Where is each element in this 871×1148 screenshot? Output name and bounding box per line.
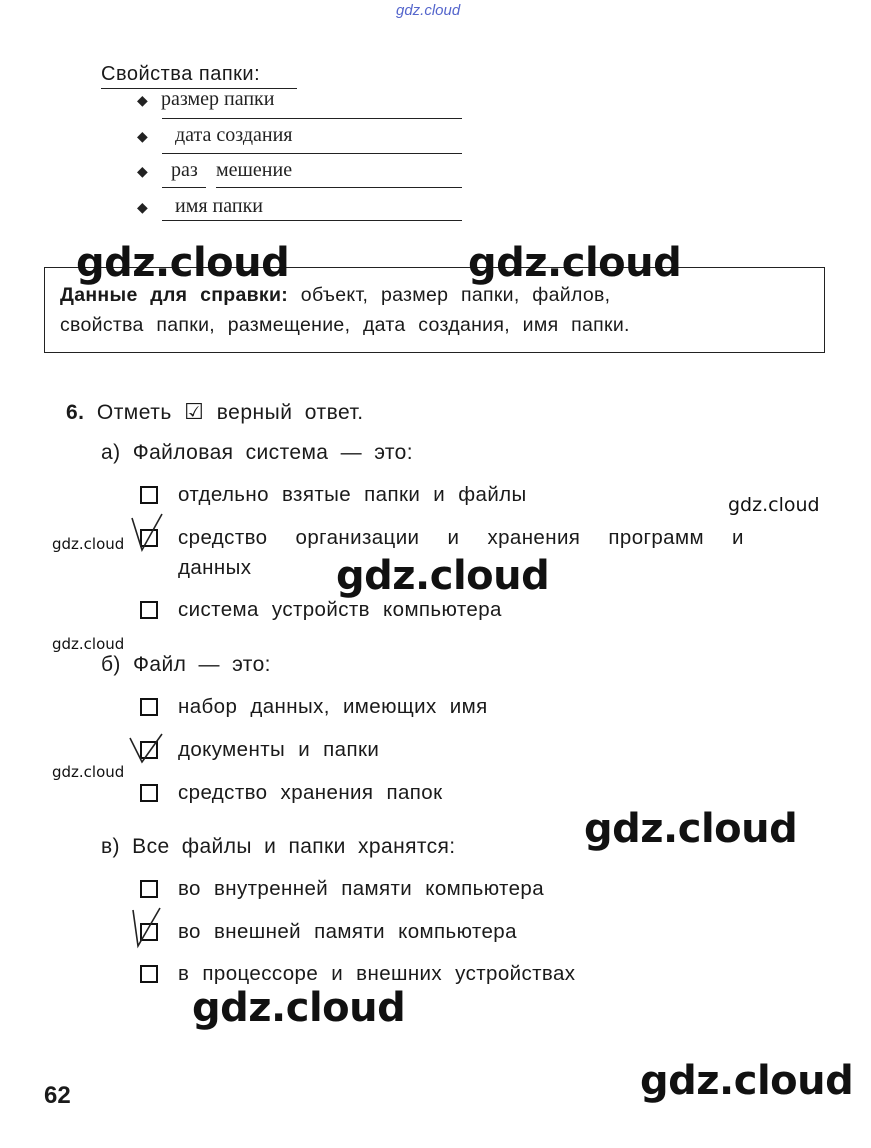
option-text: средство организации и хранения программ и bbox=[178, 526, 744, 549]
option-text: в процессоре и внешних устройствах bbox=[178, 962, 576, 985]
reference-label: Данные для справки: bbox=[60, 284, 289, 306]
watermark: gdz.cloud bbox=[52, 535, 125, 553]
watermark: gdz.cloud bbox=[336, 553, 550, 599]
task-number: 6. bbox=[66, 401, 85, 424]
property-text: дата создания bbox=[175, 124, 293, 146]
diamond-bullet-icon: ◆ bbox=[137, 200, 148, 216]
answer-line bbox=[162, 187, 206, 188]
watermark: gdz.cloud bbox=[192, 985, 406, 1031]
watermark: gdz.cloud bbox=[52, 763, 125, 781]
property-item bbox=[137, 88, 274, 111]
diamond-bullet-icon: ◆ bbox=[137, 129, 148, 145]
property-text: размер папки bbox=[161, 88, 275, 110]
answer-line bbox=[216, 187, 462, 188]
checkmark-box-icon: ☑ bbox=[184, 400, 205, 425]
answer-checkbox[interactable] bbox=[140, 486, 158, 504]
watermark: gdz.cloud bbox=[584, 806, 798, 852]
diamond-bullet-icon: ◆ bbox=[137, 93, 148, 109]
answer-checkbox[interactable] bbox=[140, 880, 158, 898]
page-number: 62 bbox=[44, 1082, 71, 1109]
option-text: отдельно взятые папки и файлы bbox=[178, 483, 527, 506]
answer-checkbox[interactable] bbox=[140, 784, 158, 802]
task-instruction-after: верный ответ. bbox=[216, 401, 364, 424]
reference-text-1: объект, размер папки, файлов, bbox=[300, 284, 611, 306]
option-text: средство хранения папок bbox=[178, 781, 443, 804]
properties-title: Свойства папки: bbox=[101, 63, 261, 85]
option-text: документы и папки bbox=[178, 738, 380, 761]
answer-checkbox[interactable] bbox=[140, 698, 158, 716]
question-b-label: б) Файл — это: bbox=[101, 653, 271, 676]
handwritten-check-mark-icon bbox=[130, 906, 166, 950]
property-text-continued: мешение bbox=[216, 159, 293, 181]
task-heading bbox=[66, 400, 364, 425]
watermark-top: gdz.cloud bbox=[396, 2, 461, 19]
watermark: gdz.cloud bbox=[468, 240, 682, 286]
reference-text-2: свойства папки, размещение, дата создания, имя папки. bbox=[60, 314, 630, 336]
handwritten-check-mark-icon bbox=[128, 512, 168, 556]
answer-line bbox=[162, 118, 462, 119]
property-item bbox=[137, 159, 198, 182]
option-text-continued: данных bbox=[178, 556, 252, 579]
watermark: gdz.cloud bbox=[640, 1058, 854, 1104]
option-text: во внутренней памяти компьютера bbox=[178, 877, 544, 900]
handwritten-check-mark-icon bbox=[126, 732, 170, 768]
property-item bbox=[137, 124, 292, 147]
question-a-label: а) Файловая система — это: bbox=[101, 441, 413, 464]
option-text: во внешней памяти компьютера bbox=[178, 920, 517, 943]
watermark: gdz.cloud bbox=[728, 494, 820, 516]
watermark: gdz.cloud bbox=[52, 635, 125, 653]
watermark: gdz.cloud bbox=[76, 240, 290, 286]
property-text: раз bbox=[171, 159, 198, 181]
answer-line bbox=[162, 220, 462, 221]
diamond-bullet-icon: ◆ bbox=[137, 164, 148, 180]
answer-checkbox[interactable] bbox=[140, 965, 158, 983]
option-text: набор данных, имеющих имя bbox=[178, 695, 488, 718]
property-item bbox=[137, 195, 263, 218]
answer-line bbox=[162, 153, 462, 154]
reference-line-1 bbox=[60, 284, 610, 307]
task-instruction-before: Отметь bbox=[96, 401, 172, 424]
question-c-label: в) Все файлы и папки хранятся: bbox=[101, 835, 456, 858]
option-text: система устройств компьютера bbox=[178, 598, 502, 621]
property-text: имя папки bbox=[175, 195, 263, 217]
answer-checkbox[interactable] bbox=[140, 601, 158, 619]
